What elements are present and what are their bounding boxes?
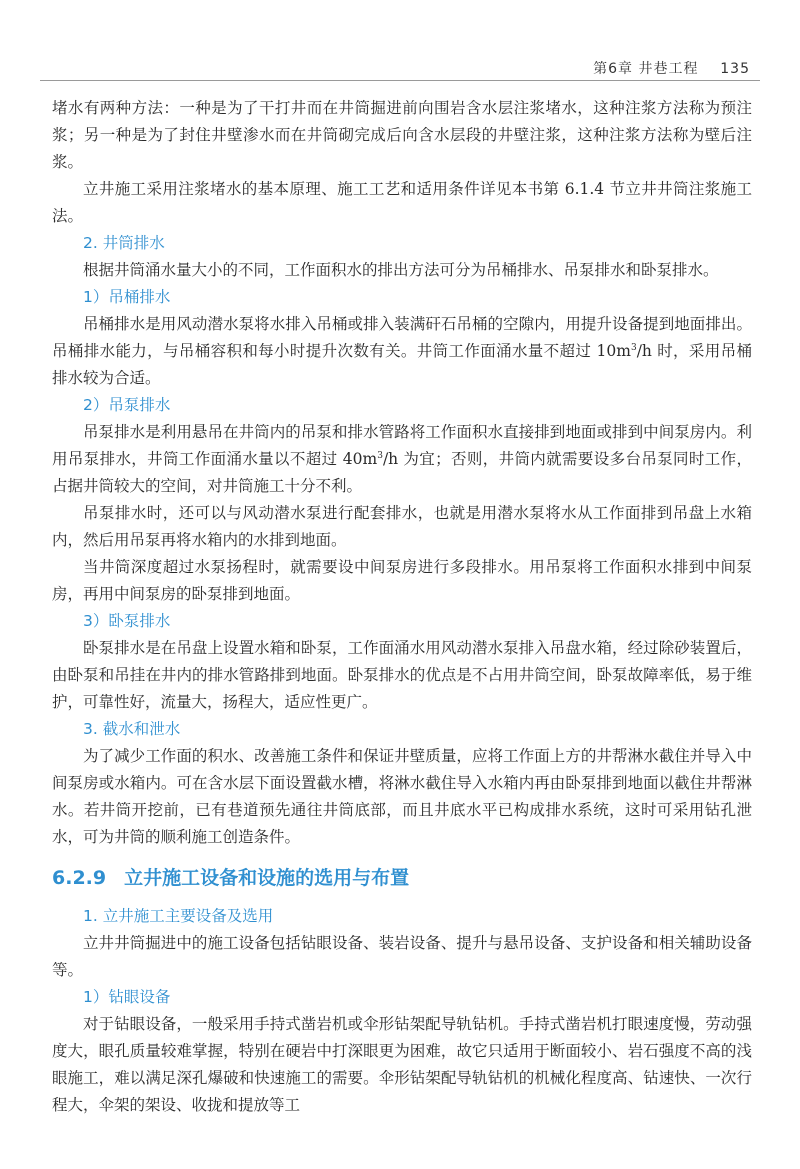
paragraph bbox=[52, 419, 752, 500]
subheading-drainage: 2. 井筒排水 bbox=[83, 234, 165, 252]
subheading-main-equipment: 1. 立井施工主要设备及选用 bbox=[83, 907, 274, 925]
subheading-horizontal-pump: 3）卧泵排水 bbox=[83, 612, 171, 630]
paragraph: 为了减少工作面的积水、改善施工条件和保证井壁质量，应将工作面上方的井帮淋水截住并导入中间泵房或水箱内。可在含水层下面设置截水槽，将淋水截住导入水箱内再由卧泵排到地面以截住井帮淋水。若井筒开挖前，已有巷道预先通往井筒底部，而且井底水平已构成排水系统，这时可采用钻孔泄水，可为井筒的顺利施工创造条件。 bbox=[52, 747, 752, 846]
text-run: /h 为宜；否则，井筒内就需要设多台吊泵同时工作，占据井筒较大的空间，对井筒施工十分不利。 bbox=[52, 450, 752, 495]
paragraph: 根据井筒涌水量大小的不同，工作面积水的排出方法可分为吊桶排水、吊泵排水和卧泵排水。 bbox=[83, 261, 719, 279]
paragraph: 吊泵排水时，还可以与风动潜水泵进行配套排水，也就是用潜水泵将水从工作面排到吊盘上水箱内，然后用吊泵再将水箱内的水排到地面。 bbox=[52, 504, 752, 549]
page-number: 135 bbox=[720, 61, 750, 77]
header-rule bbox=[40, 80, 760, 81]
paragraph: 当井筒深度超过水泵扬程时，就需要设中间泵房进行多段排水。用吊泵将工作面积水排到中间泵房，再用中间泵房的卧泵排到地面。 bbox=[52, 558, 752, 603]
subheading-drilling-equipment: 1）钻眼设备 bbox=[83, 988, 171, 1006]
subheading-bucket-drainage: 1）吊桶排水 bbox=[83, 288, 171, 306]
header-chapter-and-page bbox=[593, 58, 750, 78]
paragraph bbox=[52, 311, 752, 392]
paragraph: 立井井筒掘进中的施工设备包括钻眼设备、装岩设备、提升与悬吊设备、支护设备和相关辅助设备等。 bbox=[52, 934, 752, 979]
running-header bbox=[40, 58, 760, 84]
superscript: 3 bbox=[630, 342, 637, 353]
section-number: 6.2.9 bbox=[52, 867, 107, 889]
text-run: 吊泵排水是利用悬吊在井筒内的吊泵和排水管路将工作面积水直接排到地面或排到中间泵房内。利用吊泵排水，井筒工作面涌水量以不超过 40m bbox=[52, 423, 752, 468]
subheading-hanging-pump: 2）吊泵排水 bbox=[83, 396, 171, 414]
text-run: 吊桶排水是用风动潜水泵将水排入吊桶或排入装满矸石吊桶的空隙内，用提升设备提到地面排出。吊桶排水能力，与吊桶容积和每小时提升次数有关。井筒工作面涌水量不超过 10m bbox=[52, 315, 752, 360]
section-title: 立井施工设备和设施的选用与布置 bbox=[124, 867, 410, 889]
subheading-intercept-drain: 3. 截水和泄水 bbox=[83, 720, 181, 738]
text-run: /h 时，采用吊桶排水较为合适。 bbox=[52, 342, 752, 387]
paragraph: 堵水有两种方法：一种是为了干打井而在井筒掘进前向围岩含水层注浆堵水，这种注浆方法称为预注浆；另一种是为了封住井壁渗水而在井筒砌完成后向含水层段的井壁注浆，这种注浆方法称为壁后注浆。 bbox=[52, 99, 752, 171]
paragraph: 对于钻眼设备，一般采用手持式凿岩机或伞形钻架配导轨钻机。手持式凿岩机打眼速度慢，劳动强度大，眼孔质量较难掌握，特别在硬岩中打深眼更为困难，故它只适用于断面较小、岩石强度不高的浅眼施工，难以满足深孔爆破和快速施工的需要。伞形钻架配导轨钻机的机械化程度高、钻速快、一次行程大，伞架的架设、收拢和提放等工 bbox=[52, 1015, 752, 1114]
paragraph: 卧泵排水是在吊盘上设置水箱和卧泵，工作面涌水用风动潜水泵排入吊盘水箱，经过除砂装置后，由卧泵和吊挂在井内的排水管路排到地面。卧泵排水的优点是不占用井筒空间，卧泵故障率低，易于维护，可靠性好，流量大，扬程大，适应性更广。 bbox=[52, 639, 752, 711]
page-body bbox=[52, 95, 752, 1119]
section-heading bbox=[52, 863, 752, 893]
paragraph: 立井施工采用注浆堵水的基本原理、施工工艺和适用条件详见本书第 6.1.4 节立井井筒注浆施工法。 bbox=[52, 180, 752, 225]
superscript: 3 bbox=[377, 450, 383, 461]
header-chapter: 第6章 井巷工程 bbox=[593, 61, 699, 77]
